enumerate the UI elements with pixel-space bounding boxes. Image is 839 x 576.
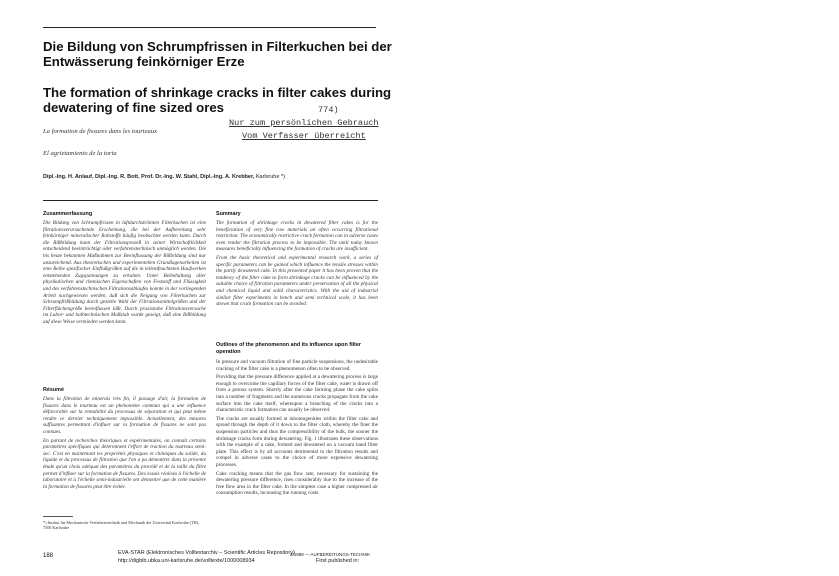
stamp-line-2: Vom Verfasser überreicht <box>242 131 366 141</box>
subtitle-french: La formation de fissures dans les tourteaux <box>43 128 158 135</box>
stamp-number: 774) <box>318 105 339 115</box>
summary-paragraph-2: From the basic theoretical and experimental research work, a series of specific parameters can be gained which influence the tensile stresses within the partly dewatered cake. In this presented paper it has been proven that the tendency of the filter cake to form shrinkage cracks can be influenced by the suitable choice of filtration parameters under preservation of all the physical and chemical liquid and solid characteristics. With the aid of industrial similar filter experiments in bench and semi technical scale, it has been shown that crack formation can be avoided. <box>216 254 378 308</box>
resume-paragraph-2: En partant de recherches théoriques et expérimentales, on connaît certains paramètres spécifiques qui déterminent l'effort de traction du tourteau semi-sec. C'est en maintenant les propriétés physiques et chimiques du solide, du liquide et du processus de filtration que l'on a pu démontrer dans la présente étude qu'un choix adéquat des paramètres du procédé et de la taille du filtre permet d'influer sur la formation de fissures. Des essais réalisés à l'échelle de laboratoire et à l'échelle semi-industrielle ont démontré que de cette manière la formation de fissures peut être évitée. <box>43 437 206 490</box>
title-german: Die Bildung von Schrumpfrissen in Filterkuchen bei der Entwässerung feinkörniger Erze <box>43 39 392 69</box>
author-names: Dipl.-Ing. H. Anlauf, Dipl.-Ing. R. Bott, Prof. Dr.-Ing. W. Stahl, Dipl.-Ing. A. Krebber, <box>43 174 255 180</box>
title-english: The formation of shrinkage cracks in filter cakes during dewatering of fine sized ores <box>43 85 392 115</box>
summary-heading: Summary <box>216 211 241 217</box>
outlines-text <box>216 359 378 499</box>
footer-first-published: First published in: <box>316 558 360 564</box>
stamp-line-1: Nur zum persönlichen Gebrauch <box>229 118 379 128</box>
summary-paragraph-1: The formation of shrinkage cracks in dewatered filter cakes is for the beneficiation of very fine raw materials an often occurring filtrational restriction. The economically restrictive crack formation can in adverse cases even render the filtration process to be impossible. The until today known measures beneficially influencing the formation of cracks are insufficient. <box>216 220 378 253</box>
author-affiliation: Karlsruhe *) <box>255 174 285 180</box>
outlines-paragraph-2: Providing that the pressure difference applied at a dewatering process is large enough to overcome the capillary forces of the filter cake, water is drawn off from a porous system. Shortly after the cake forming phase the cake splits into a number of fragments and the numerous cracks propagate from the cake surface into the cake itself, whereupon a branching of the cracks into a characteristic crack formation can usually be observed. <box>216 374 378 414</box>
subtitle-spanish: El agrietamiento de la torta <box>43 150 117 157</box>
page-number: 188 <box>43 553 54 559</box>
resume-heading: Résumé <box>43 387 64 393</box>
resume-text <box>43 396 206 492</box>
outlines-heading: Outlines of the phenomenon and its influence upon filter operation <box>216 342 361 355</box>
author-line <box>43 174 383 180</box>
resume-paragraph-1: Dans la filtration de minerais très fin, il passage d'air, la formation de fissures dans le tourteau est un phénomène commun qui a une influence défavorable sur la rentabilité du processus de séparation et qui peut même rendre ce dernier techniquement impossible. Actuellement, des mesures suffisantes permettant d'influer sur la formation de fissures ne sont pas connues. <box>43 396 206 435</box>
outlines-paragraph-3: The cracks are usually formed at inhomogenities within the filter cake and spread through the depth of it down to the filter cloth, whereby the finer the suspension particles and thus the compressibility of the bulk, the sooner the shrinkage cracks form during dewatering. Fig. 1 illustrates these observations with the example of a cake, formed and dewatered on a vacuum band filter plate. This effect is by all accounts detrimental to the filtration results and compel in adverse cases to the choice of more expensive dewatering processes. <box>216 415 378 468</box>
zusammenfassung-paragraph: Die Bildung von Schrumpfrissen in luftdurchströmten Filterkuchen ist eine filtrationsverursachende Erscheinung, die bei der Aufbereitung sehr feinkörniger mineralischer Rohstoffe häufig beobachtet werden kann. Durch die Rißbildung kann der Filtrationsprozeß in seiner Wirtschaftlichkeit entscheidend beeinträchtigt oder verfahrenstechnisch unmöglich werden. Die bis heute bekannten Maßnahmen zur Beeinflussung der Rißbildung sind nur unzureichend. Aus theoretischen und experimentellen Grundlagenarbeiten ist eine Reihe spezifischer Einflußgrößen auf die in teilentfeuchteten Haufwerken entstehenden Zugspannungen zu erkalten. Unter Beibehaltung aller physikalischen und chemischen Eigenschaften von Feststoff und Flüssigkeit und des verfahrenstechnischen Filtrationsablaufes konnte in der vorliegenden Arbeit nachgewiesen werden, daß sich die Neigung von Filterkuchen zur Schrumpfrißbildung durch gezielte Wahl der Filtrationsmittelgrößen und der Filterflächengröße beeinflussen läßt. Durch praxisnahe Filtrationsversuche im Labor- und halbtechnischen Maßstab wurde gezeigt, daß eine Rißbildung auf diese Weise vermieden werden kann. <box>43 220 206 325</box>
footer-journal: 3/1988 — AUFBEREITUNGS-TECHNIK <box>290 552 371 557</box>
footer-url[interactable]: http://digbib.ubka.uni-karlsruhe.de/volltexte/1000008934 <box>118 558 255 564</box>
zusammenfassung-heading: Zusammenfassung <box>43 211 93 217</box>
footnote: *) Institut für Mechanische Verfahrenstechnik und Mechanik der Universität Karlsruhe (TH), 7500 Karlsruhe <box>43 520 200 530</box>
footnote-rule <box>43 516 73 517</box>
outlines-paragraph-4: Cake cracking means that the gas flow rate, necessary for sustaining the dewatering pressure difference, rises considerably due to the increase of the free flow area in the filter cake. In the simplest case a higher compressed air consumption results, increasing the running costs. <box>216 470 378 497</box>
outlines-paragraph-1: In pressure and vacuum filtration of fine particle suspensions, the undesirable cracking of the filter cake is a phenomenon often to be observed. <box>216 359 378 372</box>
header-divider <box>43 200 378 201</box>
footer-repository-line: EVA-STAR (Elektronisches Volltextarchiv – Scientific Articles Repository) <box>118 550 295 556</box>
zusammenfassung-text <box>43 220 206 328</box>
summary-text <box>216 220 378 310</box>
top-rule <box>43 27 376 28</box>
